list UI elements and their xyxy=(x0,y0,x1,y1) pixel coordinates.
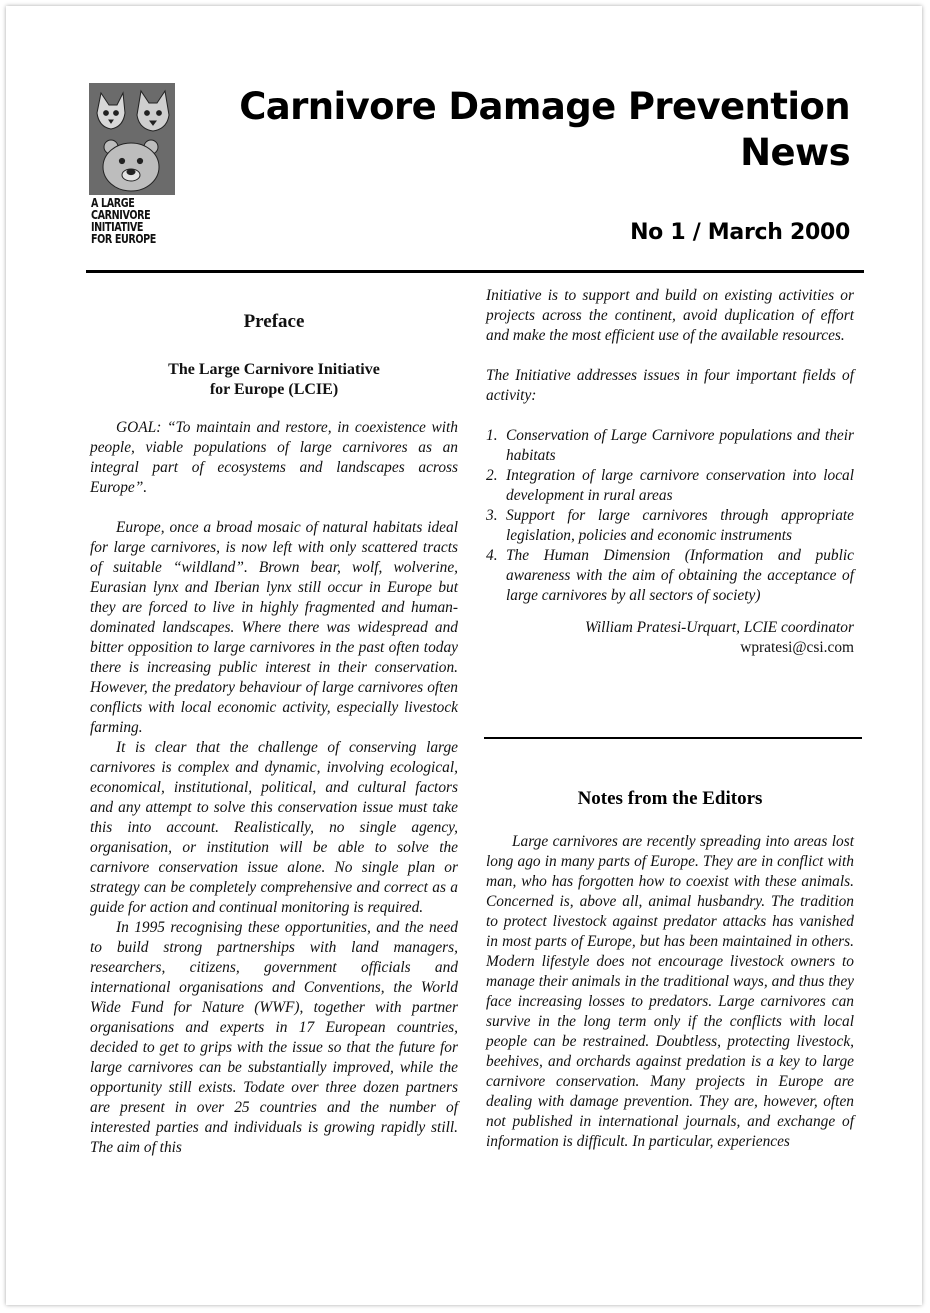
list-item-number: 2. xyxy=(486,467,498,484)
goal-statement: GOAL: “To maintain and restore, in coexistence with people, viable populations of large carnivores as an integral part of ecosystems and landscapes across Europe”. xyxy=(90,419,458,496)
left-column xyxy=(90,306,458,1158)
list-item xyxy=(486,506,854,546)
list-item-number: 1. xyxy=(486,427,498,444)
list-item xyxy=(486,546,854,606)
preface-paragraph-1: Europe, once a broad mosaic of natural habitats ideal for large carnivores, is now left with only scattered tracts of suitable “wildland”. Brown bear, wolf, wolverine, Eurasian lynx and Iberian lynx still occur in Europe but they are forced to live in highly fragmented and human-dominated landscapes. Where there was widespread and bitter opposition to large carnivores in the past often today there is increasing public interest in their conservation. However, the predatory behaviour of large carnivores often conflicts with local economic activity, especially livestock farming. xyxy=(90,519,458,736)
editors-notes xyxy=(486,832,854,1152)
lcie-subheading-line-1: The Large Carnivore Initiative xyxy=(168,361,380,378)
lcie-subheading xyxy=(90,360,458,400)
editors-heading: Notes from the Editors xyxy=(577,788,763,809)
lcie-logo xyxy=(83,79,183,269)
fields-intro: The Initiative addresses issues in four important fields of activity: xyxy=(486,367,854,404)
title-line-2: News xyxy=(740,131,850,174)
carnivore-heads-logo-image xyxy=(89,83,175,195)
logo-text-line: INITIATIVE xyxy=(91,220,144,234)
preface-paragraph-2: It is clear that the challenge of conserving large carnivores is complex and dynamic, involving ecological, economical, institutional, political, and cultural factors and any attempt to solve this conservation issue must take this into account. Realistically, no single agency, organisation, or institution will be able to solve the carnivore conservation issue alone. No single plan or strategy can be completely comprehensive and correct as a guide for action and continual monitoring is required. xyxy=(90,739,458,916)
title-line-1: Carnivore Damage Prevention xyxy=(239,85,850,128)
list-item-text: The Human Dimension (Information and public awareness with the aim of obtaining the acceptance of large carnivores by all sectors of society) xyxy=(506,547,854,604)
signature: William Pratesi-Urquart, LCIE coordinator xyxy=(584,619,854,636)
header-divider xyxy=(86,270,864,273)
lcie-subheading-line-2: for Europe (LCIE) xyxy=(209,381,339,398)
newsletter-title xyxy=(210,84,850,176)
issue-number: No 1 / March 2000 xyxy=(630,220,850,245)
coordinator-email[interactable]: wpratesi@csi.com xyxy=(740,639,854,656)
fields-list xyxy=(486,426,854,606)
logo-text-line: FOR EUROPE xyxy=(91,232,156,246)
editors-paragraph-1: Large carnivores are recently spreading into areas lost long ago in many parts of Europe. They are in conflict with man, who has forgotten how to coexist with these animals. Concerned is, above all, animal husbandry. The tradition to protect livestock against predator attacks has vanished in most parts of Europe, but has been maintained in others. Modern lifestyle does not encourage livestock owners to manage their animals in the traditional ways, and thus they face increasing losses to predators. Large carnivores can survive in the long term only if the conflicts with local people can be restrained. Doubtless, protecting livestock, beehives, and orchards against predation is a key to large carnivore conservation. Many projects in Europe are dealing with damage prevention. They are, however, often not published in international journals, and exchange of information is difficult. In particular, experiences xyxy=(486,833,854,1150)
list-item-number: 4. xyxy=(486,547,498,564)
list-item xyxy=(486,426,854,466)
list-item-text: Integration of large carnivore conservation into local development in rural areas xyxy=(506,467,854,504)
right-column xyxy=(486,286,854,658)
logo-caption xyxy=(91,197,163,245)
preface-paragraph-3-continued: Initiative is to support and build on existing activities or projects across the continent, avoid duplication of effort and make the most efficient use of the available resources. xyxy=(486,287,854,344)
section-divider xyxy=(484,737,862,739)
preface-heading: Preface xyxy=(243,311,305,332)
preface-paragraph-3: In 1995 recognising these opportunities, and the need to build strong partnerships with land managers, researchers, citizens, government officials and international organisations and Conventions, the World Wide Fund for Nature (WWF), together with partner organisations and experts in 17 European countries, decided to get to grips with the issue so that the future for large carnivores can be substantially improved, while the opportunity still exists. Todate over three dozen partners are present in over 25 countries and the number of interested parties and individuals is growing rapidly still. The aim of this xyxy=(90,919,458,1156)
list-item-number: 3. xyxy=(486,507,498,524)
logo-text-line: CARNIVORE xyxy=(91,208,151,222)
list-item-text: Conservation of Large Carnivore populations and their habitats xyxy=(506,427,854,464)
logo-text-line: A LARGE xyxy=(91,196,135,210)
newsletter-page xyxy=(6,6,922,1305)
list-item xyxy=(486,466,854,506)
list-item-text: Support for large carnivores through appropriate legislation, policies and economic instruments xyxy=(506,507,854,544)
